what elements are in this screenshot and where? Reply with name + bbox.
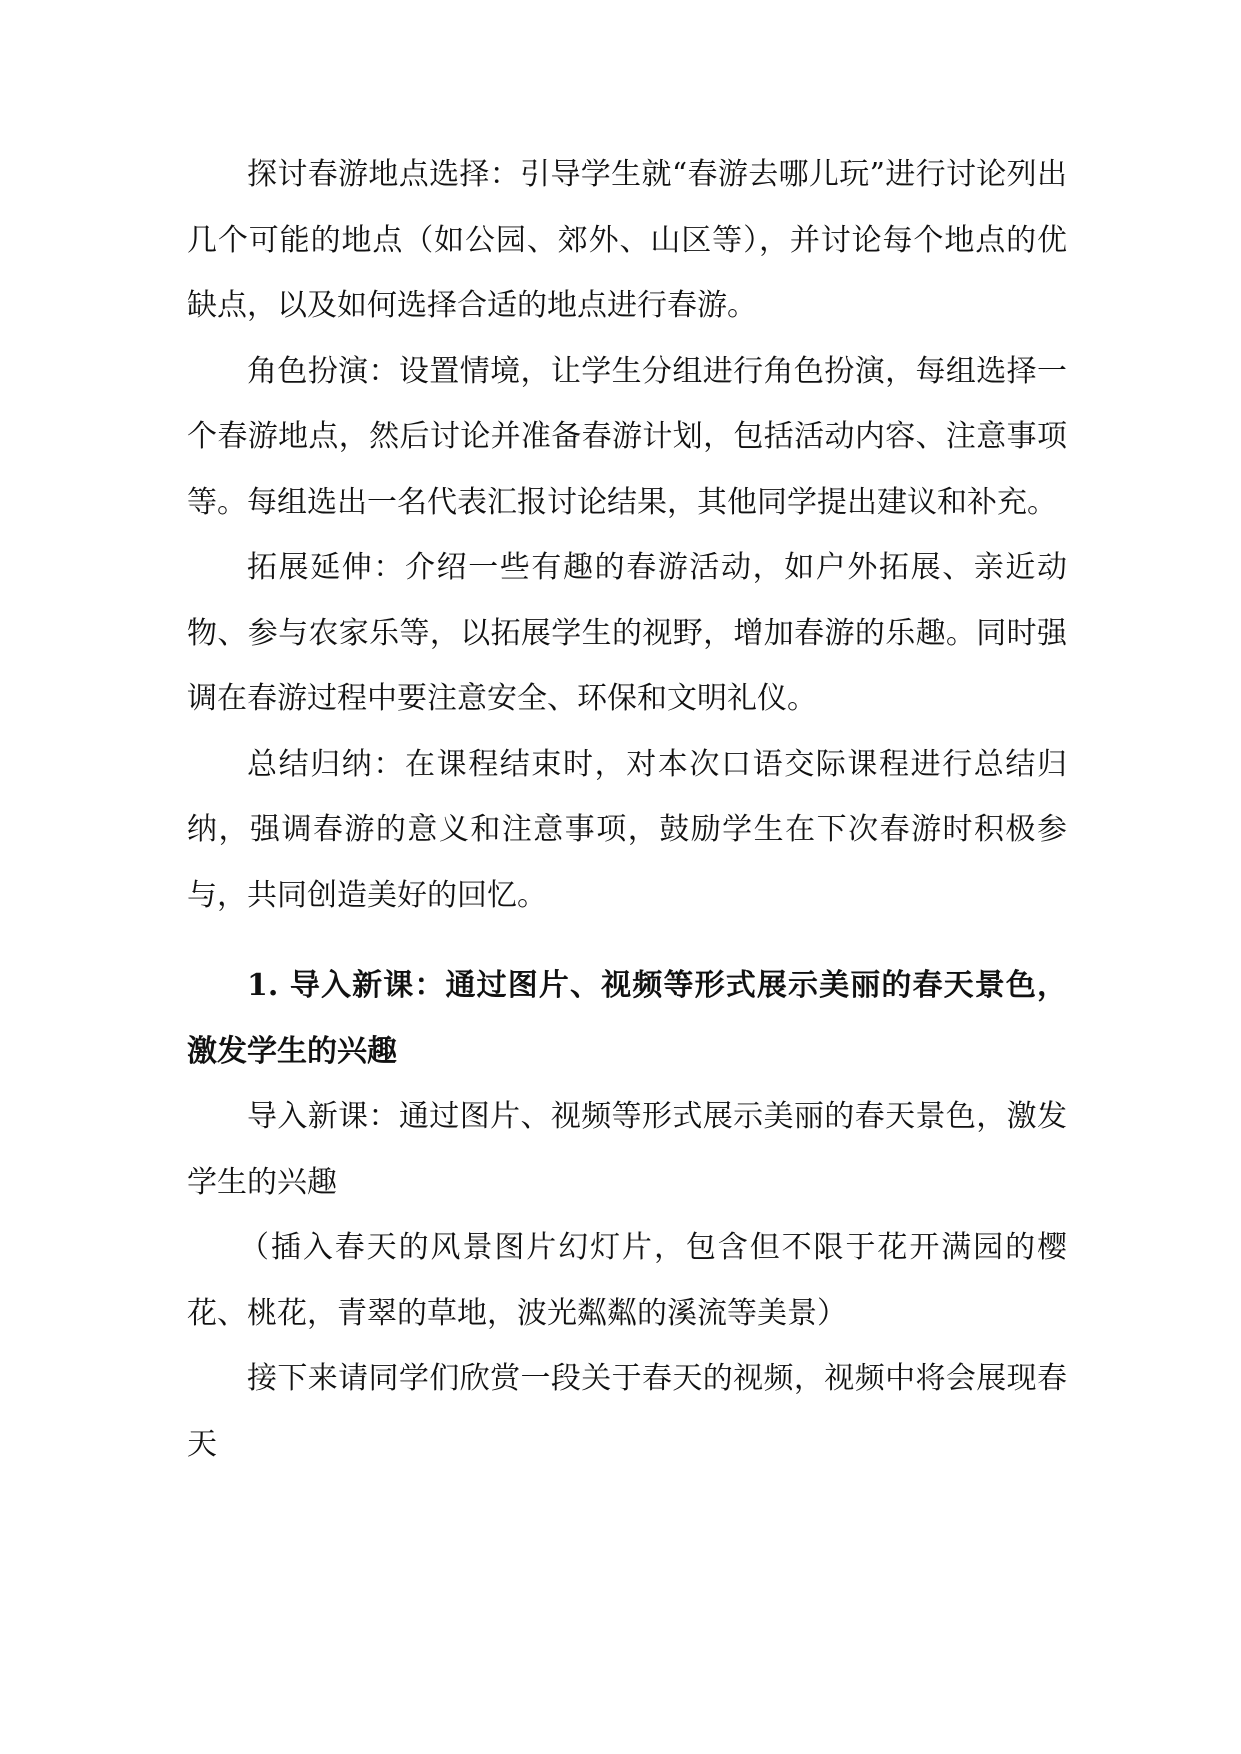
paragraph-location-choice: 探讨春游地点选择：引导学生就“春游去哪儿玩”进行讨论列出几个可能的地点（如公园、郊外、山区等），并讨论每个地点的优缺点，以及如何选择合适的地点进行春游。	[187, 157, 1067, 323]
paragraph-video: 接下来请同学们欣赏一段关于春天的视频，视频中将会展现春天	[187, 1361, 1067, 1462]
paragraph-extension: 拓展延伸：介绍一些有趣的春游活动，如户外拓展、亲近动物、参与农家乐等，以拓展学生的视野，增加春游的乐趣。同时强调在春游过程中要注意安全、环保和文明礼仪。	[187, 550, 1067, 716]
document-body	[187, 142, 1067, 1477]
paragraph-role-play: 角色扮演：设置情境，让学生分组进行角色扮演，每组选择一个春游地点，然后讨论并准备春游计划，包括活动内容、注意事项等。每组选出一名代表汇报讨论结果，其他同学提出建议和补充。	[187, 353, 1067, 520]
paragraph-summary: 总结归纳：在课程结束时，对本次口语交际课程进行总结归纳，强调春游的意义和注意事项，鼓励学生在下次春游时积极参与，共同创造美好的回忆。	[187, 746, 1067, 913]
paragraph-slides-note: （插入春天的风景图片幻灯片，包含但不限于花开满园的樱花、桃花，青翠的草地，波光粼粼的溪流等美景）	[187, 1230, 1067, 1331]
paragraph-intro: 导入新课：通过图片、视频等形式展示美丽的春天景色，激发学生的兴趣	[187, 1099, 1067, 1200]
section-heading: 1. 导入新课：通过图片、视频等形式展示美丽的春天景色，激发学生的兴趣	[187, 968, 1067, 1069]
